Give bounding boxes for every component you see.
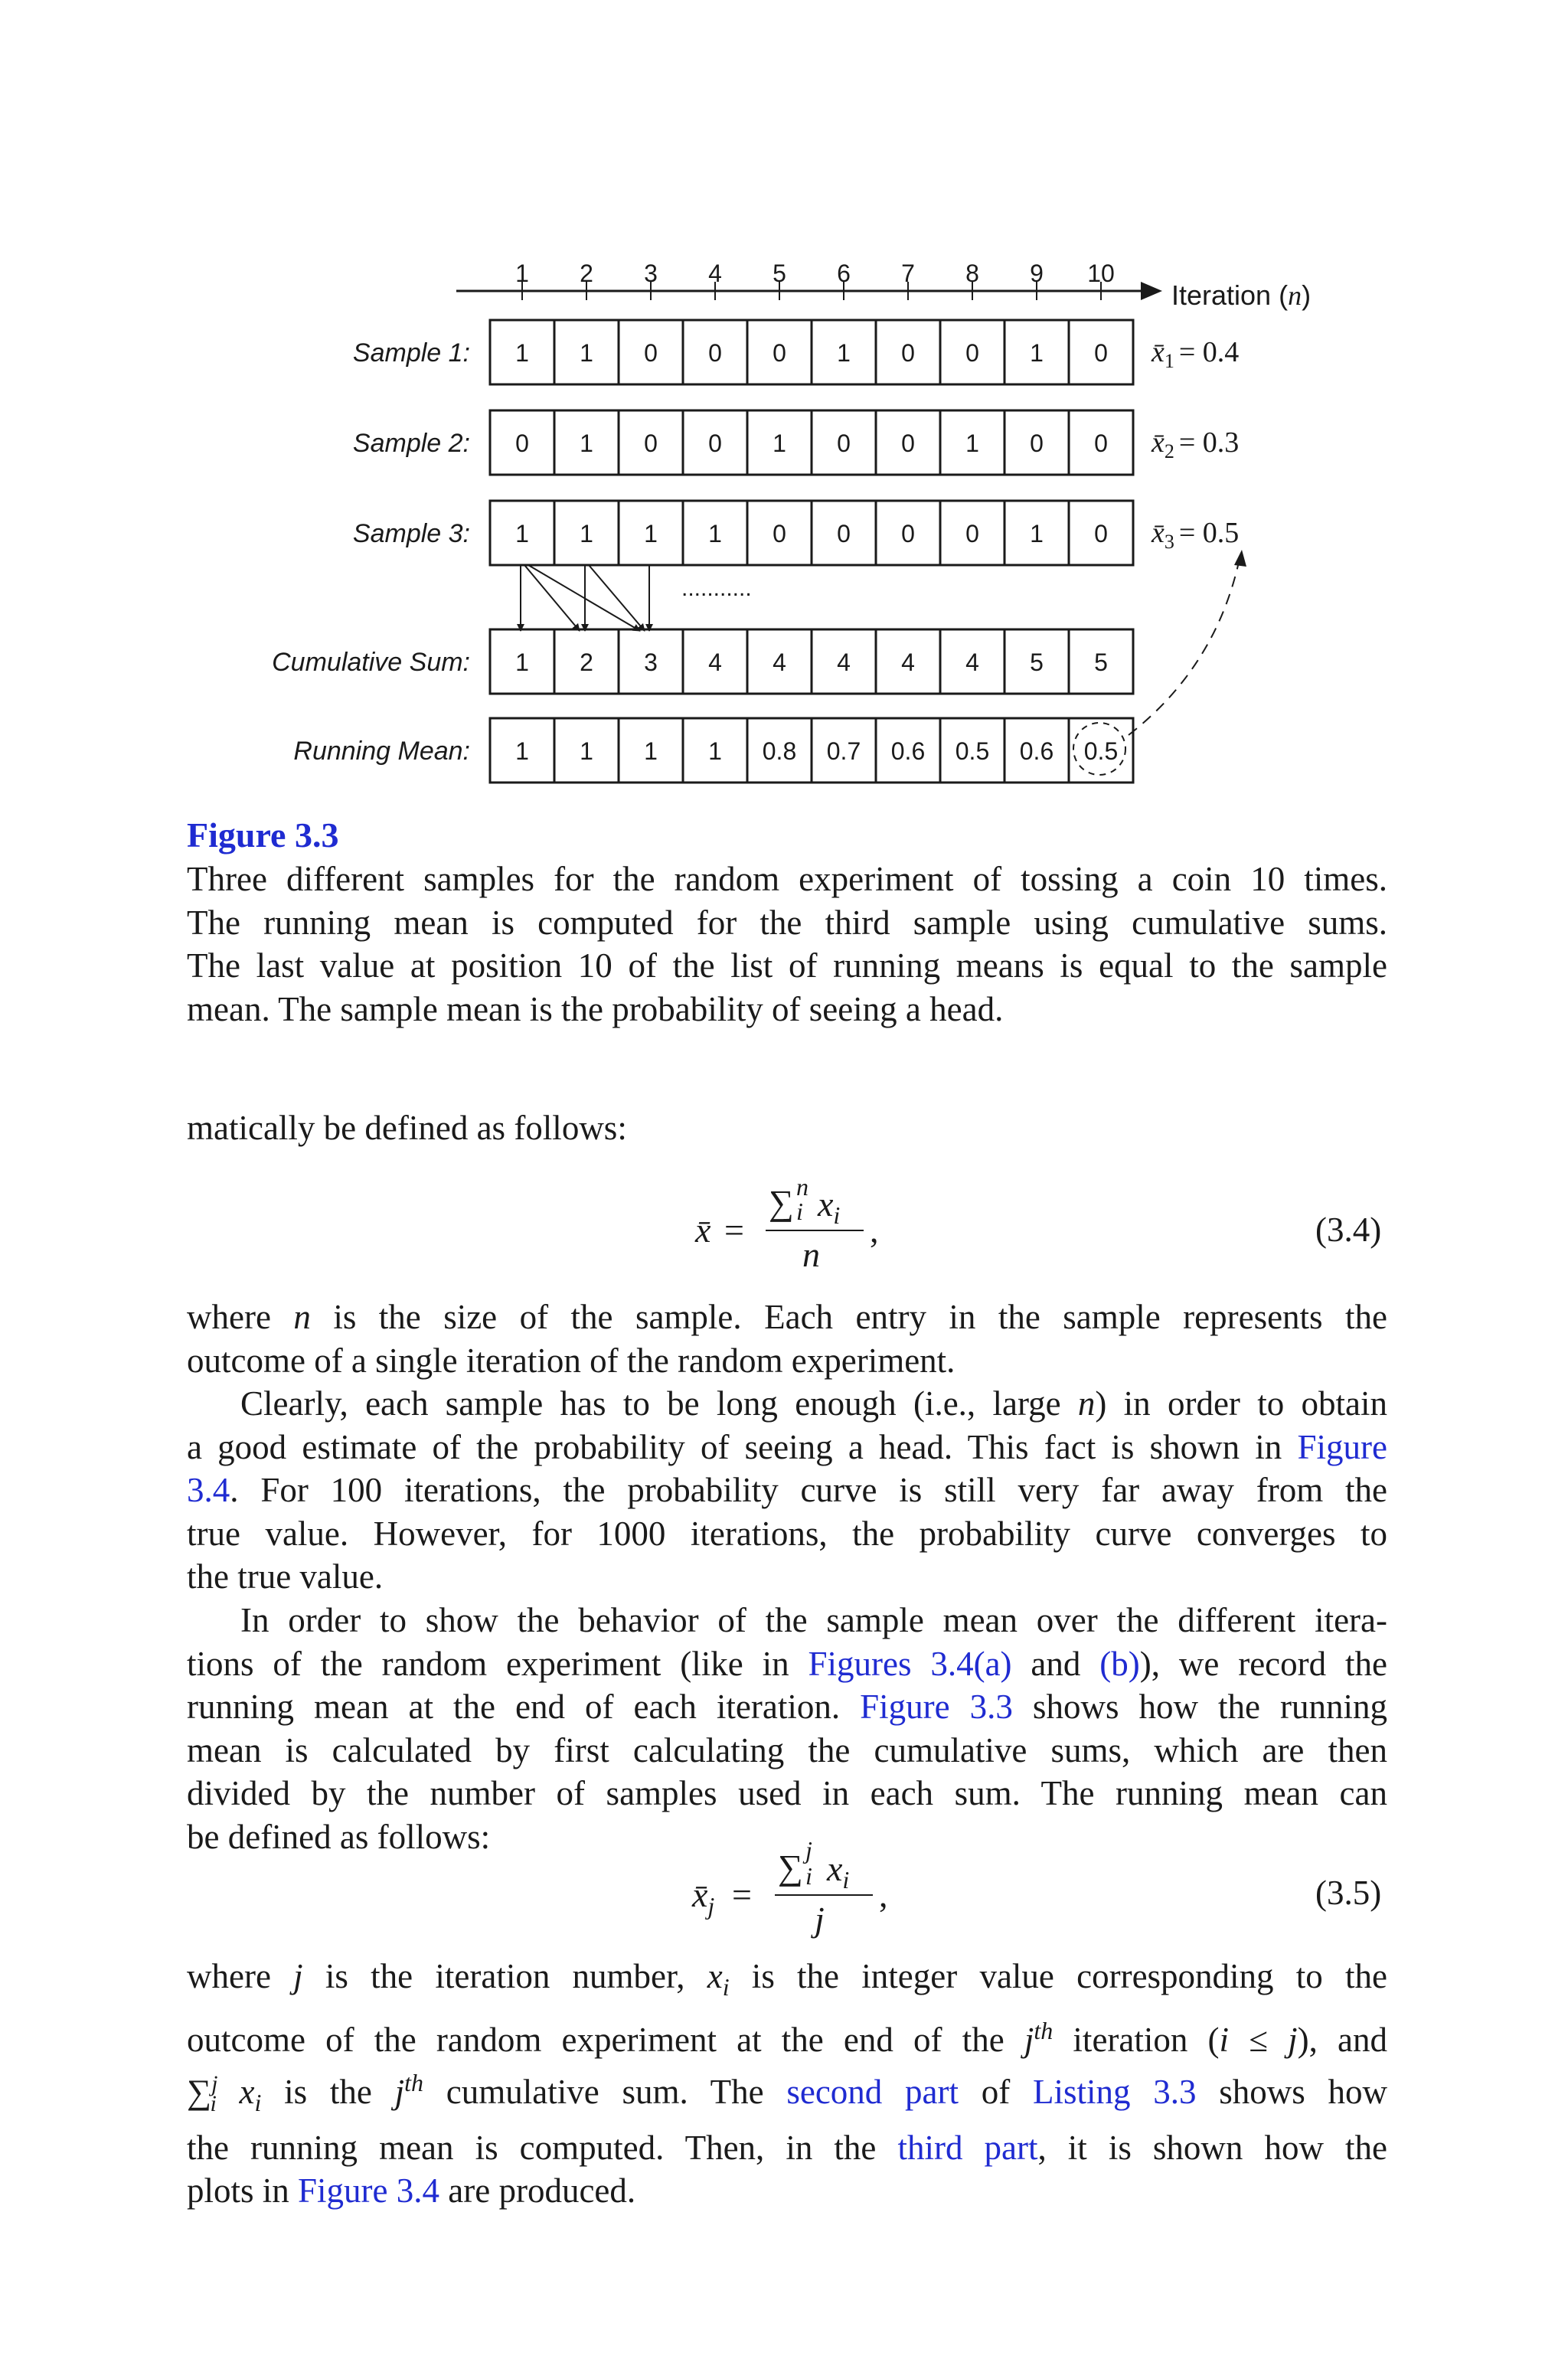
axis-arrowhead bbox=[1141, 282, 1162, 300]
ellipsis-dots: ........... bbox=[681, 576, 752, 601]
cell-value: 1 bbox=[580, 520, 593, 547]
axis-tick-label: 4 bbox=[708, 260, 722, 287]
cell-value: 0 bbox=[644, 430, 658, 457]
figure-row bbox=[353, 501, 1239, 565]
cell-value: 1 bbox=[515, 737, 529, 765]
link-figures-3-4a[interactable]: Figures 3.4(a) bbox=[808, 1644, 1012, 1683]
cell-value: 1 bbox=[580, 737, 593, 765]
cell-value: 0 bbox=[1094, 520, 1108, 547]
sum-arrows bbox=[521, 565, 649, 631]
cell-value: 0 bbox=[708, 430, 722, 457]
axis-tick-label: 6 bbox=[837, 260, 851, 287]
axis-tick-label: 3 bbox=[644, 260, 658, 287]
axis-tick-label: 7 bbox=[901, 260, 915, 287]
cell-value: 1 bbox=[708, 737, 722, 765]
sample-mean: $x̄_2 = 0.3$ bbox=[1152, 426, 1240, 462]
cell-value: 0.5 bbox=[1083, 737, 1119, 765]
cell-value: 0 bbox=[965, 339, 979, 367]
sample-mean: $x̄_3 = 0.5$ bbox=[1152, 517, 1240, 553]
equation-3-5: $x̄_j$ = ∑ j i $x_i$ j , bbox=[692, 1836, 888, 1939]
cell-value: 1 bbox=[965, 430, 979, 457]
paragraph-1: where n is the size of the sample. Each entry in the sample represents the outcome of a single iteration of the random experiment. bbox=[187, 1298, 1387, 1380]
cell-value: 4 bbox=[773, 649, 786, 676]
cell-value: 0 bbox=[1094, 339, 1108, 367]
cell-value: 4 bbox=[837, 649, 851, 676]
link-second-part[interactable]: second part bbox=[786, 2073, 959, 2111]
caption-line: mean. The sample mean is the probability of seeing a head. bbox=[187, 989, 1004, 1028]
cell-value: 0 bbox=[837, 430, 851, 457]
figure-3-3-diagram bbox=[0, 0, 1568, 812]
cell-value: 1 bbox=[1030, 520, 1044, 547]
cell-value: 1 bbox=[1030, 339, 1044, 367]
cell-value: 0 bbox=[837, 520, 851, 547]
cell-value: 0 bbox=[901, 339, 915, 367]
row-label: Sample 1: bbox=[352, 338, 470, 368]
cell-value: 1 bbox=[515, 339, 529, 367]
sample-mean: $x̄_1 = 0.4$ bbox=[1152, 336, 1240, 372]
caption-line: The running mean is computed for the third sample using cumulative sums. bbox=[187, 903, 1387, 942]
row-label: Sample 3: bbox=[352, 519, 470, 548]
cell-value: 0 bbox=[708, 339, 722, 367]
axis-label: Iteration (n) bbox=[1171, 279, 1312, 311]
cell-value: 1 bbox=[837, 339, 851, 367]
cell-value: 0 bbox=[1030, 430, 1044, 457]
axis-tick-label: 8 bbox=[965, 260, 979, 287]
cell-value: 1 bbox=[708, 520, 722, 547]
link-figure-3-4-cont[interactable]: 3.4 bbox=[187, 1471, 230, 1509]
cell-value: 1 bbox=[644, 737, 658, 765]
cell-value: 0.5 bbox=[955, 737, 990, 765]
equation-3-4: x̄ = ∑ n i $x_i$ n , bbox=[695, 1173, 879, 1274]
caption-line: Three different samples for the random experiment of tossing a coin 10 times. bbox=[187, 860, 1387, 898]
cell-value: 0 bbox=[773, 339, 786, 367]
figure-row bbox=[353, 410, 1239, 475]
cell-value: 4 bbox=[901, 649, 915, 676]
figure-row bbox=[293, 718, 1133, 783]
cell-value: 0.6 bbox=[1019, 737, 1054, 765]
link-figure-3-4-plots[interactable]: Figure 3.4 bbox=[298, 2171, 440, 2210]
figure-caption bbox=[187, 858, 1387, 1031]
paragraph-2: Clearly, each sample has to be long enough (i.e., large n) in order to obtain a good estimate of the probability of seeing a head. This fact is shown in Figure 3.4. For 100 iterations, the probability curve is still very far away from the true value. However, for 1000 iterations, the probability curve converges to the true value. bbox=[187, 1384, 1387, 1596]
cell-value: 0 bbox=[901, 520, 915, 547]
figure-row bbox=[272, 629, 1133, 694]
link-figure-3-4[interactable]: Figure bbox=[1297, 1427, 1387, 1466]
cell-value: 0 bbox=[644, 339, 658, 367]
cell-value: 1 bbox=[644, 520, 658, 547]
cell-value: 5 bbox=[1030, 649, 1044, 676]
row-label: Running Mean: bbox=[293, 737, 470, 766]
figure-caption-label: Figure 3.3 bbox=[187, 815, 339, 854]
cell-value: 2 bbox=[580, 649, 593, 676]
caption-line: The last value at position 10 of the list of running means is equal to the sample bbox=[187, 946, 1387, 985]
intro-line: matically be defined as follows: bbox=[187, 1109, 627, 1147]
cell-value: 1 bbox=[773, 430, 786, 457]
paragraph-3: In order to show the behavior of the sample mean over the different itera- tions of the random experiment (like in Figures 3.4(a) and (b)), we record the running mean at the end of each iteration. Figure 3.3 shows how the running mean is calculated by first calculating the cumulative sums, which are then divided by the number of samples used in each sum. The running mean can be defined as follows: bbox=[187, 1601, 1387, 1856]
cell-value: 0 bbox=[773, 520, 786, 547]
axis-tick-label: 2 bbox=[580, 260, 593, 287]
row-label: Cumulative Sum: bbox=[272, 648, 470, 677]
axis-tick-label: 9 bbox=[1030, 260, 1044, 287]
cell-value: 0.8 bbox=[762, 737, 797, 765]
axis-tick-label: 5 bbox=[773, 260, 786, 287]
cell-value: 1 bbox=[580, 430, 593, 457]
cell-value: 5 bbox=[1094, 649, 1108, 676]
cell-value: 1 bbox=[515, 649, 529, 676]
cell-value: 1 bbox=[580, 339, 593, 367]
link-listing-3-3[interactable]: Listing 3.3 bbox=[1032, 2073, 1197, 2111]
final-mean-link-arrowhead bbox=[1234, 550, 1246, 567]
row-label: Sample 2: bbox=[352, 429, 470, 458]
link-figure-3-3[interactable]: Figure 3.3 bbox=[860, 1688, 1013, 1726]
cell-value: 1 bbox=[515, 520, 529, 547]
paragraph-4: where j is the iteration number, $x_i$ is the integer value corresponding to the outcome of the random experiment at the end of the $j^{th}$ iteration (i ≤ j), and ∑$^j_i$ $x_i$ is the $j^{th}$ cumulative sum. The second part of Listing 3.3 shows how the running mean is computed. Then, in the third part, it is shown how the plots in Figure 3.4 are produced. bbox=[187, 1957, 1387, 2210]
axis-tick-label: 10 bbox=[1087, 260, 1115, 287]
cell-value: 0.7 bbox=[826, 737, 861, 765]
equation-number-3-4: (3.4) bbox=[1315, 1211, 1382, 1249]
equation-number-3-5: (3.5) bbox=[1315, 1874, 1382, 1912]
cell-value: 0 bbox=[515, 430, 529, 457]
cell-value: 0.6 bbox=[890, 737, 926, 765]
link-third-part[interactable]: third part bbox=[897, 2128, 1038, 2167]
cell-value: 0 bbox=[965, 520, 979, 547]
link-figure-3-4b[interactable]: (b) bbox=[1099, 1644, 1140, 1683]
axis-tick-label: 1 bbox=[515, 260, 529, 287]
cell-value: 0 bbox=[1094, 430, 1108, 457]
final-mean-link-arrow bbox=[1129, 555, 1240, 735]
cell-value: 4 bbox=[708, 649, 722, 676]
cell-value: 0 bbox=[901, 430, 915, 457]
cell-value: 4 bbox=[965, 649, 979, 676]
figure-row bbox=[353, 320, 1239, 384]
cell-value: 3 bbox=[644, 649, 658, 676]
